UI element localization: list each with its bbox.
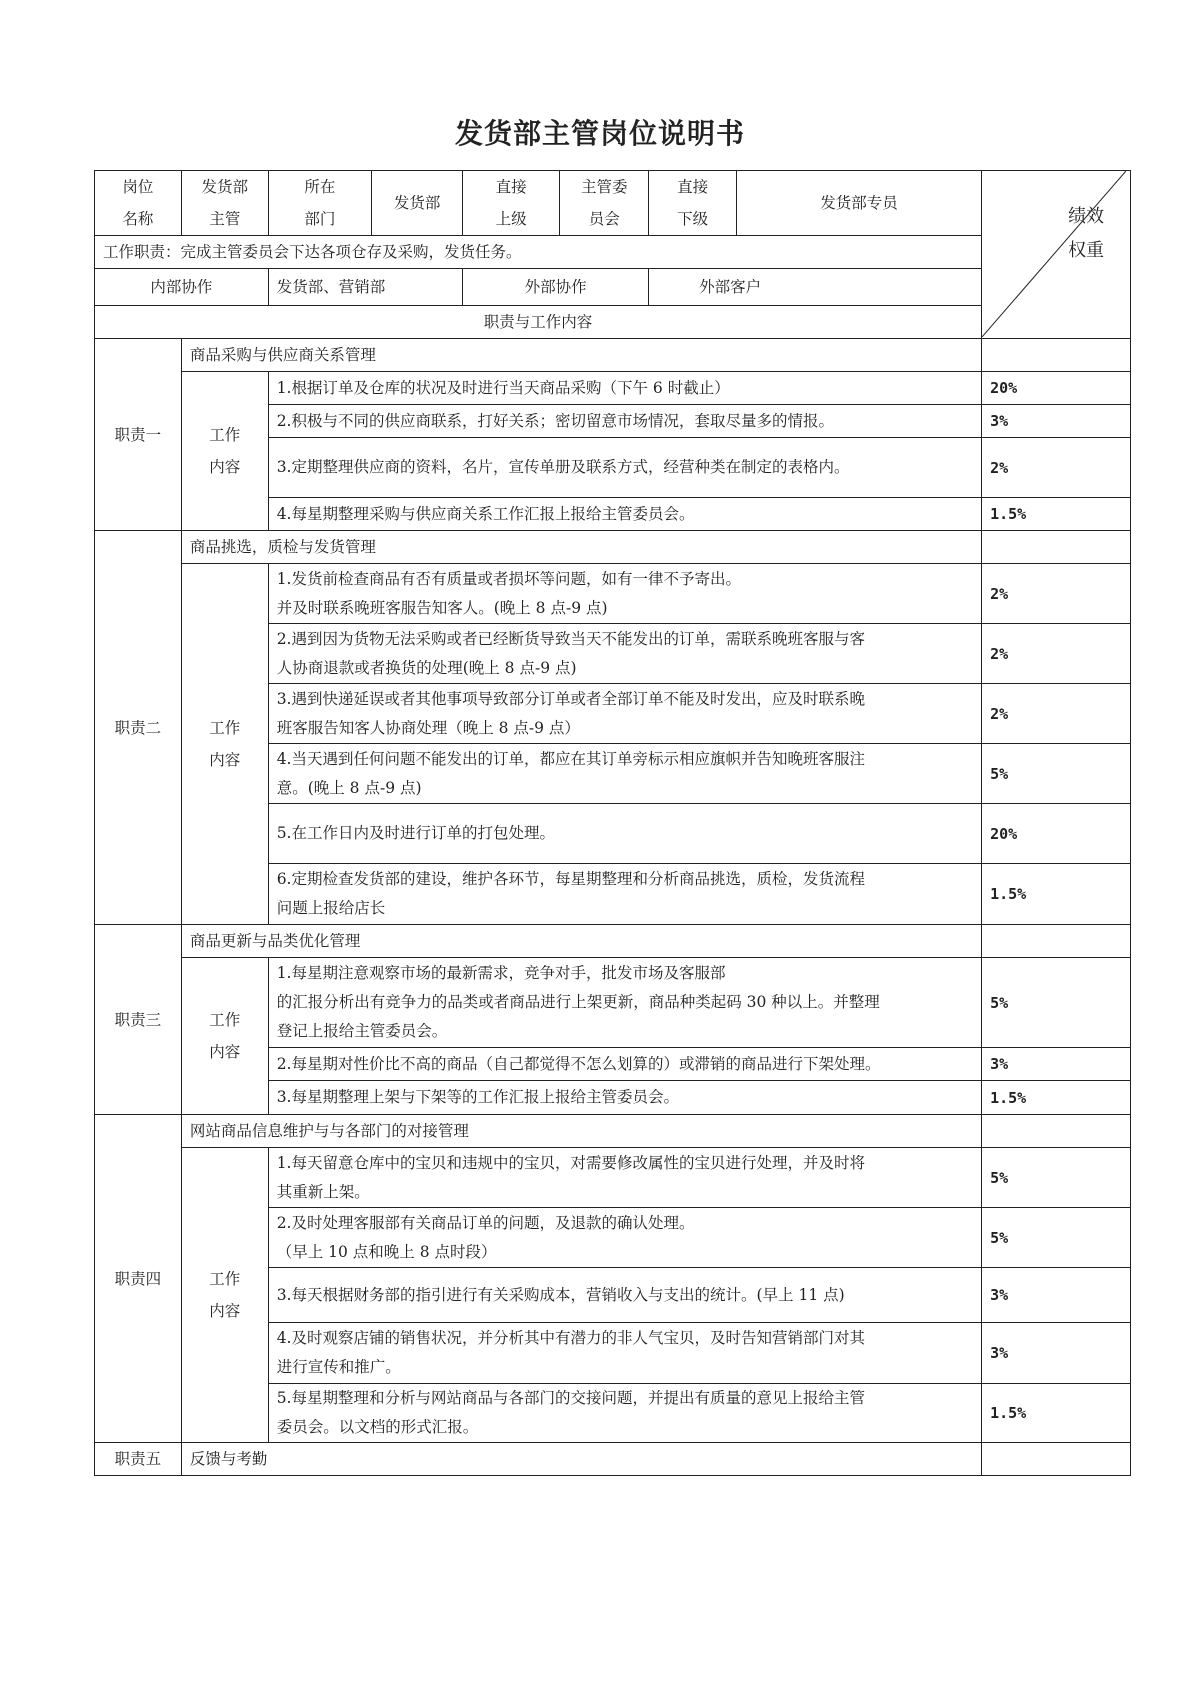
duty-item-weight: 2% bbox=[982, 564, 1131, 624]
duty-item-line: 3.定期整理供应商的资料，名片，宣传单册及联系方式，经营种类在制定的表格内。 bbox=[276, 458, 850, 476]
job-duty: 工作职责：完成主管委员会下达各项仓存及采购，发货任务。 bbox=[95, 236, 982, 269]
duty-item-weight: 1.5% bbox=[982, 498, 1131, 531]
job-duty-row bbox=[95, 236, 1131, 269]
duty-item-weight: 3% bbox=[982, 405, 1131, 438]
duty-label: 职责一 bbox=[95, 339, 182, 531]
dept-label: 所在 部门 bbox=[268, 171, 371, 236]
duty-title-row bbox=[95, 925, 1131, 958]
duty-weight-empty bbox=[982, 1115, 1131, 1148]
work-content-label: 工作 内容 bbox=[181, 958, 268, 1115]
post-label: 岗位 名称 bbox=[95, 171, 182, 236]
diagonal-line bbox=[982, 171, 1126, 337]
duty-item-weight: 3% bbox=[982, 1323, 1131, 1384]
duty-item-line: （早上 10 点和晚上 8 点时段） bbox=[276, 1242, 497, 1261]
duty-item-weight: 5% bbox=[982, 1208, 1131, 1268]
internal-coop-value: 发货部、营销部 bbox=[268, 269, 462, 306]
duty-item-line: 问题上报给店长 bbox=[276, 899, 386, 917]
duty-item-line: 1.根据订单及仓库的状况及时进行当天商品采购（下午 6 时截止） bbox=[276, 378, 730, 397]
duty-item-line: 3.每星期整理上架与下架等的工作汇报上报给主管委员会。 bbox=[276, 1088, 679, 1106]
section-header-row bbox=[95, 306, 1131, 339]
duty-weight-empty bbox=[982, 531, 1131, 564]
work-content-label: 工作 内容 bbox=[181, 564, 268, 925]
cooperation-row bbox=[95, 269, 1131, 306]
duty-item-weight: 2% bbox=[982, 624, 1131, 684]
duty-title: 反馈与考勤 bbox=[181, 1443, 981, 1476]
duty-item-weight: 5% bbox=[982, 958, 1131, 1048]
subordinate-label: 直接 下级 bbox=[649, 171, 737, 236]
duty-title: 商品采购与供应商关系管理 bbox=[181, 339, 981, 372]
duty-title-row bbox=[95, 1443, 1131, 1476]
duty-item-weight: 1.5% bbox=[982, 1081, 1131, 1115]
duty-item-text bbox=[268, 958, 981, 1048]
duty-item-line: 登记上报给主管委员会。 bbox=[276, 1022, 448, 1040]
dept-value: 发货部 bbox=[372, 171, 463, 236]
internal-coop-label: 内部协作 bbox=[95, 269, 269, 306]
duty-item-weight: 5% bbox=[982, 744, 1131, 804]
duty-label: 职责二 bbox=[95, 531, 182, 925]
duty-item-line: 1.每星期注意观察市场的最新需求，竞争对手，批发市场及客服部 bbox=[276, 964, 726, 982]
work-content-label: 工作 内容 bbox=[181, 1148, 268, 1443]
duty-item-text bbox=[268, 1268, 981, 1323]
duty-item-text bbox=[268, 744, 981, 804]
duty-item-text bbox=[268, 1208, 981, 1268]
duty-label: 职责四 bbox=[95, 1115, 182, 1443]
duty-item-weight: 1.5% bbox=[982, 1384, 1131, 1443]
duty-label: 职责三 bbox=[95, 925, 182, 1115]
duty-item-weight: 3% bbox=[982, 1268, 1131, 1323]
duty-weight-empty bbox=[982, 1443, 1131, 1476]
duty-title: 网站商品信息维护与与各部门的对接管理 bbox=[181, 1115, 981, 1148]
duty-item-weight: 2% bbox=[982, 438, 1131, 498]
section-header: 职责与工作内容 bbox=[95, 306, 982, 339]
duty-item-text bbox=[268, 564, 981, 624]
duty-item-text bbox=[268, 1048, 981, 1081]
duty-item-row bbox=[95, 372, 1131, 405]
duty-title-row bbox=[95, 339, 1131, 372]
duty-title-row bbox=[95, 531, 1131, 564]
duty-item-text bbox=[268, 684, 981, 744]
external-coop-label: 外部协作 bbox=[463, 269, 649, 306]
duty-title: 商品更新与品类优化管理 bbox=[181, 925, 981, 958]
duty-item-text bbox=[268, 1148, 981, 1208]
duty-item-line: 2.积极与不同的供应商联系，打好关系；密切留意市场情况，套取尽量多的情报。 bbox=[276, 411, 834, 430]
duty-item-weight: 2% bbox=[982, 684, 1131, 744]
duty-item-line: 1.发货前检查商品有否有质量或者损坏等问题，如有一律不予寄出。 bbox=[276, 569, 741, 588]
document-title: 发货部主管岗位说明书 bbox=[454, 117, 745, 150]
duty-item-text bbox=[268, 864, 981, 925]
subordinate-value: 发货部专员 bbox=[737, 171, 982, 236]
duty-title: 商品挑选，质检与发货管理 bbox=[181, 531, 981, 564]
duty-item-line: 4.及时观察店铺的销售状况，并分析其中有潜力的非人气宝贝，及时告知营销部门对其 bbox=[276, 1329, 865, 1347]
duty-item-text bbox=[268, 1384, 981, 1443]
duty-item-line: 3.遇到快递延误或者其他事项导致部分订单或者全部订单不能及时发出，应及时联系晚 bbox=[276, 689, 865, 708]
duty-item-line: 4.每星期整理采购与供应商关系工作汇报上报给主管委员会。 bbox=[276, 504, 695, 523]
duty-item-line: 的汇报分析出有竞争力的品类或者商品进行上架更新，商品种类起码 30 种以上。并整理 bbox=[276, 993, 880, 1011]
duty-item-line: 4.当天遇到任何问题不能发出的订单，都应在其订单旁标示相应旗帜并告知晚班客服注 bbox=[276, 749, 865, 768]
duty-item-weight: 3% bbox=[982, 1048, 1131, 1081]
duty-item-line: 6.定期检查发货部的建设，维护各环节，每星期整理和分析商品挑选，质检，发货流程 bbox=[276, 870, 865, 888]
duty-weight-empty bbox=[982, 925, 1131, 958]
work-content-label: 工作 内容 bbox=[181, 372, 268, 531]
duty-item-row bbox=[95, 958, 1131, 1048]
superior-value: 主管委 员会 bbox=[560, 171, 649, 236]
duty-item-line: 人协商退款或者换货的处理(晚上 8 点-9 点) bbox=[276, 658, 577, 677]
duty-item-line: 进行宣传和推广。 bbox=[276, 1358, 401, 1376]
duty-item-row bbox=[95, 564, 1131, 624]
duty-item-line: 委员会。以文档的形式汇报。 bbox=[276, 1418, 479, 1436]
duty-item-weight: 5% bbox=[982, 1148, 1131, 1208]
duty-item-text bbox=[268, 498, 981, 531]
external-coop-value: 外部客户 bbox=[649, 269, 982, 306]
duty-weight-empty bbox=[982, 339, 1131, 372]
duty-item-text bbox=[268, 372, 981, 405]
job-description-table bbox=[94, 170, 1131, 1476]
duty-item-line: 3.每天根据财务部的指引进行有关采购成本，营销收入与支出的统计。(早上 11 点) bbox=[276, 1285, 845, 1304]
duty-item-line: 2.遇到因为货物无法采购或者已经断货导致当天不能发出的订单，需联系晚班客服与客 bbox=[276, 629, 865, 648]
duty-item-text bbox=[268, 1081, 981, 1115]
duty-item-line: 2.及时处理客服部有关商品订单的问题，及退款的确认处理。 bbox=[276, 1213, 695, 1232]
duty-item-text bbox=[268, 804, 981, 864]
duty-item-line: 并及时联系晚班客服告知客人。(晚上 8 点-9 点) bbox=[276, 598, 608, 617]
duty-item-text bbox=[268, 624, 981, 684]
duty-title-row bbox=[95, 1115, 1131, 1148]
duty-item-line: 班客服告知客人协商处理（晚上 8 点-9 点） bbox=[276, 718, 580, 737]
duty-item-line: 5.每星期整理和分析与网站商品与各部门的交接问题，并提出有质量的意见上报给主管 bbox=[276, 1389, 865, 1407]
duty-item-line: 其重新上架。 bbox=[276, 1182, 370, 1201]
superior-label: 直接 上级 bbox=[463, 171, 560, 236]
duty-item-line: 意。(晚上 8 点-9 点) bbox=[276, 778, 422, 797]
duty-item-weight: 1.5% bbox=[982, 864, 1131, 925]
duty-item-text bbox=[268, 405, 981, 438]
duty-item-weight: 20% bbox=[982, 372, 1131, 405]
duty-item-line: 2.每星期对性价比不高的商品（自己都觉得不怎么划算的）或滞销的商品进行下架处理。 bbox=[276, 1054, 881, 1073]
perf-label-1: 绩效 bbox=[1068, 206, 1105, 227]
post-value: 发货部 主管 bbox=[181, 171, 268, 236]
header-row bbox=[95, 171, 1131, 236]
duty-item-text bbox=[268, 1323, 981, 1384]
duty-item-line: 1.每天留意仓库中的宝贝和违规中的宝贝，对需要修改属性的宝贝进行处理，并及时将 bbox=[276, 1153, 865, 1172]
duty-label: 职责五 bbox=[95, 1443, 182, 1476]
duty-item-weight: 20% bbox=[982, 804, 1131, 864]
duty-item-line: 5.在工作日内及时进行订单的打包处理。 bbox=[276, 824, 555, 842]
duty-item-row bbox=[95, 1148, 1131, 1208]
duty-item-text bbox=[268, 438, 981, 498]
performance-weight-header bbox=[982, 171, 1131, 339]
perf-label-2: 权重 bbox=[1068, 240, 1105, 261]
